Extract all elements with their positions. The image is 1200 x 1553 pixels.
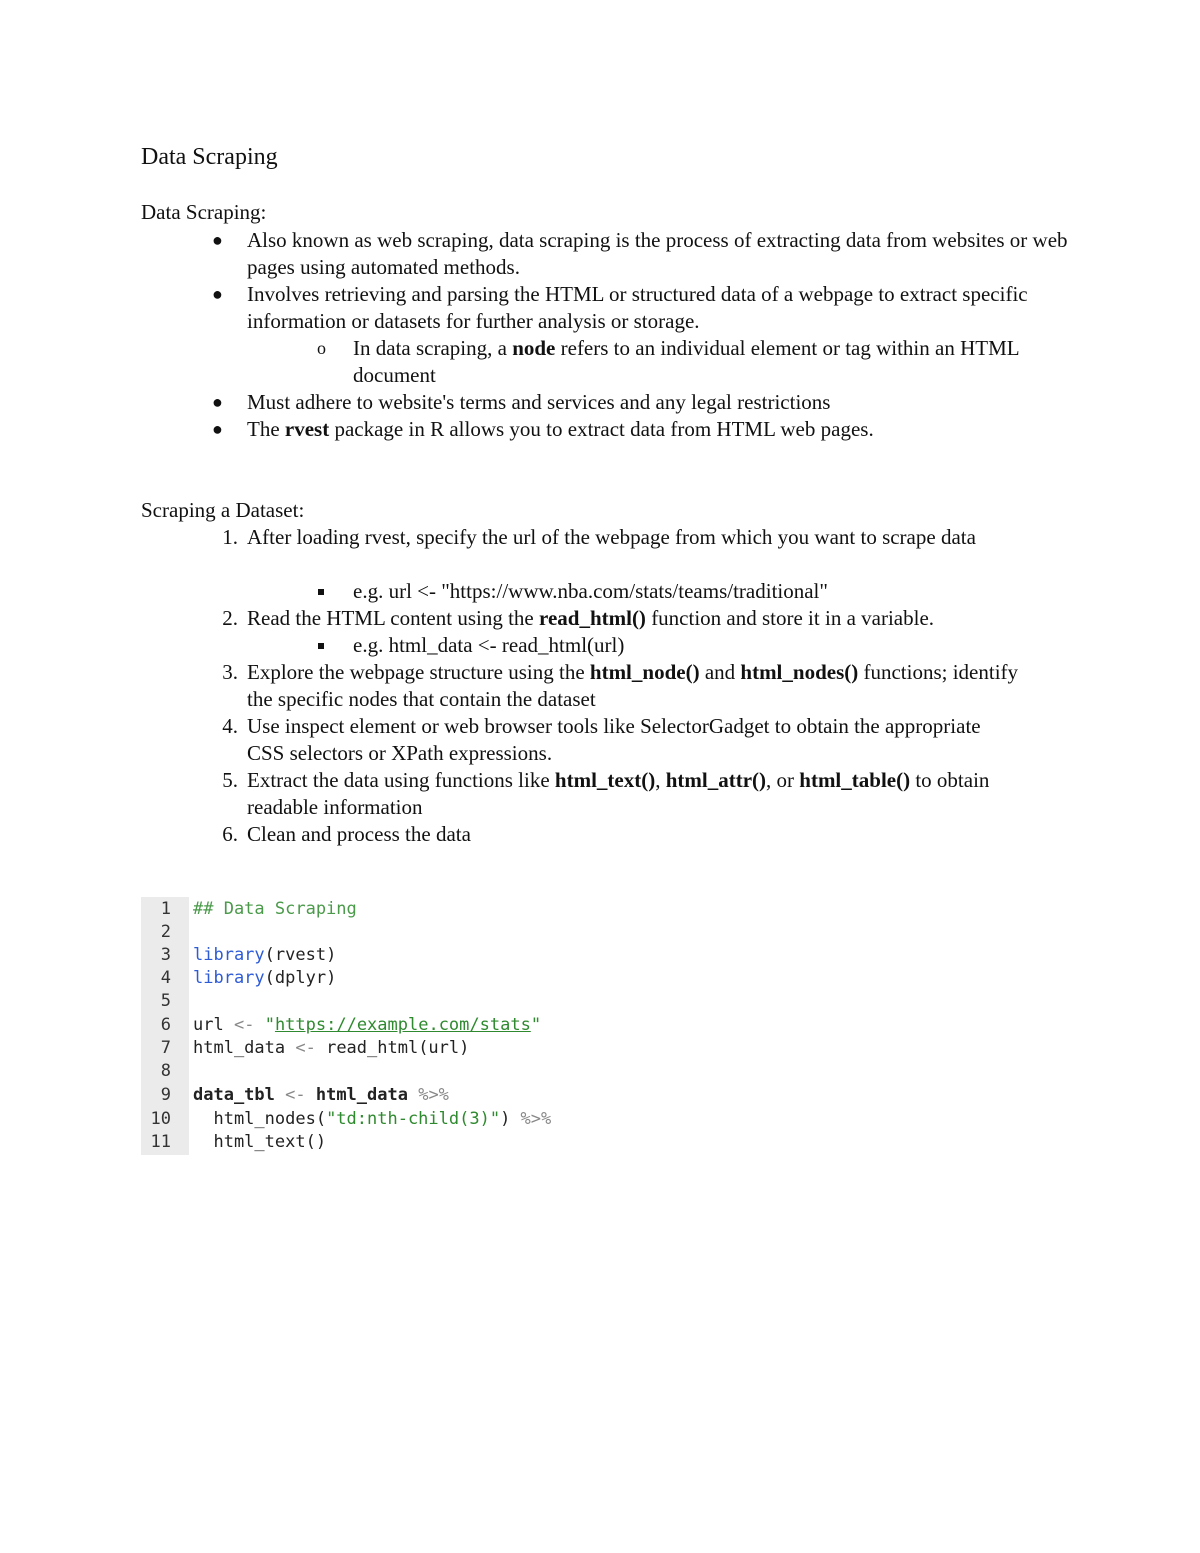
- list-number: 2.: [222, 606, 238, 630]
- code-block: [141, 897, 621, 1155]
- line-number: 4: [160, 968, 171, 988]
- section-heading-scraping-dataset: Scraping a Dataset:: [141, 498, 305, 522]
- code-comment: ## Data Scraping: [193, 899, 357, 919]
- bullet-item: Also known as web scraping, data scraping is the process of extracting data from websites or web pages using automated methods.: [247, 228, 1068, 279]
- line-number: 3: [160, 945, 171, 965]
- bullet-icon: ●: [212, 230, 223, 250]
- code-line: data_tbl <- html_data %>%: [193, 1085, 449, 1105]
- bullet-icon: ●: [212, 419, 223, 439]
- bullet-item: Must adhere to website's terms and services and any legal restrictions: [247, 390, 831, 414]
- code-line: library(dplyr): [193, 968, 337, 988]
- list-number: 3.: [222, 660, 238, 684]
- line-number: 7: [160, 1038, 171, 1058]
- bullet-icon: ●: [212, 284, 223, 304]
- line-number: 2: [160, 922, 171, 942]
- bullet-item: The rvest package in R allows you to extract data from HTML web pages.: [247, 417, 874, 441]
- square-bullet-icon: [318, 589, 324, 595]
- line-number: 9: [160, 1085, 171, 1105]
- code-line: html_data <- read_html(url): [193, 1038, 470, 1058]
- list-number: 1.: [222, 525, 238, 549]
- line-number: 6: [160, 1015, 171, 1035]
- list-number: 4.: [222, 714, 238, 738]
- list-item: Read the HTML content using the read_html() function and store it in a variable.: [247, 606, 935, 630]
- code-line: library(rvest): [193, 945, 337, 965]
- square-bullet-icon: [318, 643, 324, 649]
- list-number: 6.: [222, 822, 238, 846]
- code-line: html_nodes("td:nth-child(3)") %>%: [193, 1109, 552, 1129]
- sub-list-item: e.g. url <- "https://www.nba.com/stats/teams/traditional": [353, 579, 828, 603]
- list-item: Extract the data using functions like html_text(), html_attr(), or html_table() to obtain readable information: [247, 768, 990, 819]
- page-title: Data Scraping: [141, 144, 278, 170]
- list-item: Use inspect element or web browser tools like SelectorGadget to obtain the appropriate CSS selectors or XPath expressions.: [247, 714, 981, 765]
- list-item: Clean and process the data: [247, 822, 471, 846]
- line-number: 11: [150, 1132, 171, 1152]
- code-line: url <- "https://example.com/stats": [193, 1015, 542, 1035]
- list-number: 5.: [222, 768, 238, 792]
- bullet-icon: ●: [212, 392, 223, 412]
- line-number: 10: [150, 1109, 171, 1129]
- circle-bullet-icon: o: [317, 338, 326, 358]
- list-item: Explore the webpage structure using the html_node() and html_nodes() functions; identify the specific nodes that contain the dataset: [247, 660, 1019, 711]
- code-line: html_text(): [193, 1132, 327, 1152]
- section-heading-data-scraping: Data Scraping:: [141, 200, 267, 224]
- line-number: 8: [160, 1061, 171, 1081]
- bullet-item: Involves retrieving and parsing the HTML or structured data of a webpage to extract specific information or datasets for further analysis or storage.: [247, 282, 1028, 333]
- line-number: 1: [160, 899, 171, 919]
- sub-bullet-item: In data scraping, a node refers to an individual element or tag within an HTML document: [353, 336, 1019, 387]
- list-item: After loading rvest, specify the url of the webpage from which you want to scrape data: [247, 525, 976, 549]
- code-url-link: https://example.com/stats: [274, 1015, 531, 1035]
- line-number: 5: [160, 991, 171, 1011]
- sub-list-item: e.g. html_data <- read_html(url): [353, 633, 625, 657]
